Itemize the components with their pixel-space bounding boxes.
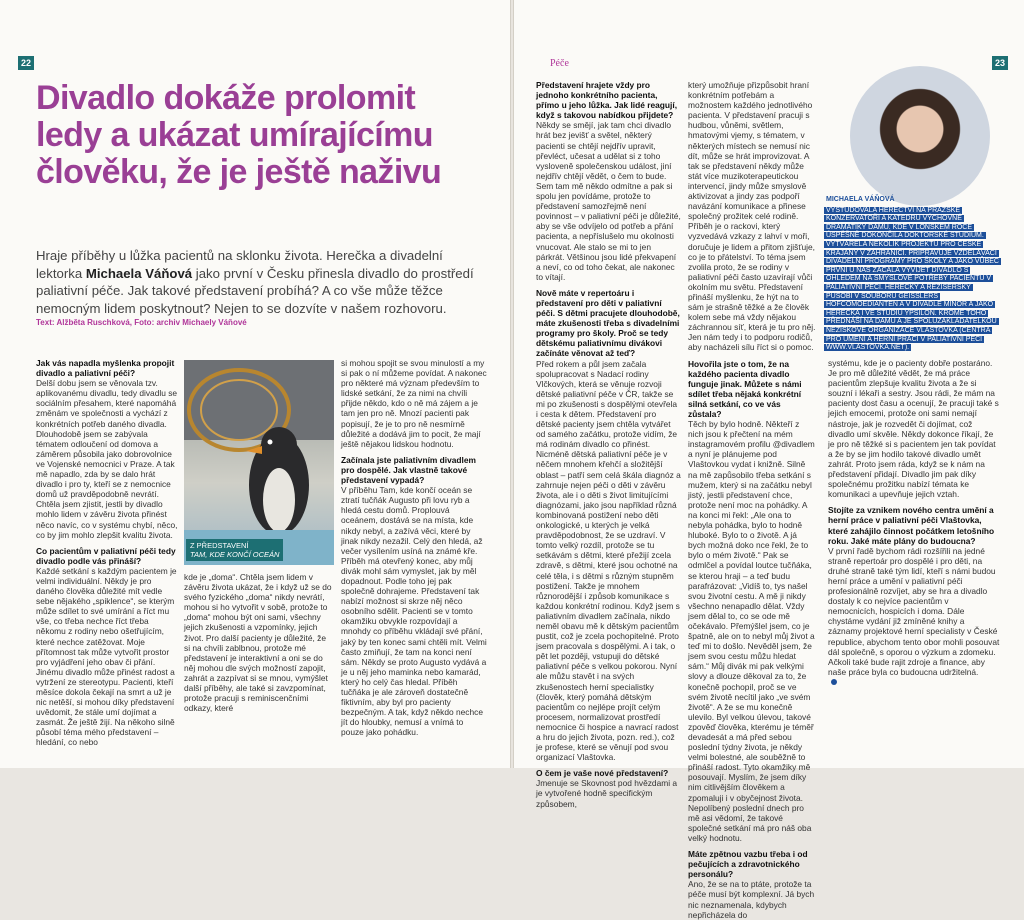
question: Jak vás napadla myšlenka propojit divadlo a paliativní péči? [36, 358, 175, 379]
answer: si mohou spojit se svou minulostí a my si pak o ní můžeme povídat. A nakonec pro některé má význam především to lidské setkání, že za nimi na chvíli přijde někdo, kdo o ně má zájem a je tam jen pro ně. Mnozí pacienti pak popisují, že je to pro ně nesmírně důležité a dodává jim to pocit, že mají ještě nějakou lidskou hodnotu. [341, 358, 487, 449]
interviewee-bio [824, 196, 999, 353]
left-column-3 [341, 358, 487, 737]
question: O čem je vaše nové představení? [536, 768, 669, 779]
article-title: Divadlo dokáže prolomit ledy a ukázat umírajícímu člověku, že je ještě naživu [36, 79, 442, 191]
question: Hovořila jste o tom, že na každého pacienta divadlo funguje jinak. Můžete s námi sdílet třeba nějaká konkrétní silná setkání, co ve vás zůstala? [688, 358, 802, 419]
answer: Jmenuje se Skovnost pod hvězdami a je vytvořené hodně specifickým způsobem, [536, 778, 678, 809]
answer: Před rokem a půl jsem začala spolupracovat s Nadací rodiny Vlčkových, která se věnuje rozvoji dětské paliativní péče v ČR, takže se mi po zkušenosti s dospělými otevřela i cesta k dětem. Představení pro dětské pacienty jsem chtěla vytvářet od samého začátku, protože vidím, že má rodinám divadlo co přinést. Nicméně dětská paliativní péče je v něčem mnohem křehčí a složitější oblast – patří sem celá škála diagnóz a zahrnuje nejen péči o děti v závěru života, ale i o děti s život limitujícími diagnózami, jako jsou například různá kombinovaná postižení nebo děti onkologické, u kterých je velká pravděpodobnost, že se uzdraví. V tomto velký rozdíl, protože se tu setkávám s dětmi, které přežijí zcela zdravě, s dětmi, které jsou ochotné na celé těla, i s dětmi s různým stupněm postižení. Takže je mnohem různorodější i způsob komunikace s každou konkrétní rodinou. Když jsem s paliativním divadlem začínala, nikdo neměl obavu mě k dětským pacientům pustit, což je zcela pochopitelné. Proto jsem pracovala s dospělými. A i tak, o pět let později, vstupuji do dětské paliativní péče s velkou pokorou. Nyní ale můžu stavět i na svých zkušenostech herní specialistky (člověk, který pomáhá dětským pacientům co nejlépe projít celým procesem, normalizovat prostředí nemocnice či hospice a navrací radost a hru do jejich života, pozn. red.), což je profese, které se věnují pod svou organizací Vlaštovka. [536, 358, 681, 763]
performance-photo [184, 360, 334, 565]
answer: Ano, že se na to ptáte, protože ta péče musí být komplexní. Já bych nic neznamenala, kdybych nepřicházela do [688, 879, 815, 920]
section-label: Péče [550, 58, 569, 69]
penguin-puppet-illustration [184, 360, 334, 565]
article-credit: Text: Alžběta Ruschková, Foto: archiv Michaely Váňové [36, 318, 247, 327]
right-column-2 [688, 80, 816, 920]
answer: kde je „doma“. Chtěla jsem lidem v závěru života ukázat, že i když už se do svého fyzického „doma“ nikdy nevrátí, mohou si ho vytvořit v sobě, protože to „doma“ mohou být oni sami, všechny jejich zkušenosti a vzpomínky, jejich život. Pro další pacienty je důležité, že si na chvíli zablbnou, protože mé představení je interaktivní a oni se do něj mohou dle svých možností zapojit, zahrát a zazpívat si se mnou, vymýšlet další příběhy, ale také si zavzpomínat, protože pracuji s reminiscenčními odkazy, které [184, 572, 332, 714]
question: Nově máte v repertoáru i představení pro děti v paliativní péči. S dětmi pracujete dlouhodobě, máte zkušenosti třeba s divadelními programy pro školy. Proč se tedy dětskému paliativnímu divákovi začínáte věnovat až teď? [536, 287, 680, 359]
answer: Těch by bylo hodně. Někteří z nich jsou k přečtení na mém instagramovém profilu @divadlem a nyní je plánujeme pod Vlaštovkou vydat i knižně. Silně na mě zapůsobilo třeba setkání s mužem, který si na začátku nebyl jistý, jestli představení chce, protože není moc na pohádky. A na konci mi řekl: „Ale ona to nebyla pohádka, bylo to hodně hluboké. Bylo to o životě. A já bych možná doko nce řekl, že to bylo o mém životě.“ Pak se odmlčel a povídal loutce tučňáka, se kterou hraji – a teď budu parafrázovat: „Vidíš to, tys našel svou životní cestu. A mě ji nikdy všechno nenapadlo dělat. Vždy jsem dělal to, co se ode mě očekávalo. Přemýšlel jsem, co je špatně, ale on to nebyl můj život a teď mi to došlo. Nevěděl jsem, že jsem svou cestu můžu hledat sám.“ Můj divák mi pak velkými slovy a dlouze děkoval za to, že konečně pochopil, proč se ve svém životě necítil jako „ve svém životě“. A že se mu konečně ulevilo. Byl velkou úlevou, takové zpověď člověka, kterému je téměř devadesát a má před sebou poslední týdny života, je někdy velmi bolestné, ale souběžně to přináší radost. Tyto okamžiky mě posouvají. Myslím, že jsem díky nim citlivějším člověkem a zpomaluji i v obyčejnost života. Nepolíbený poslední dnech pro mě asi vědomí, že takové společné setkání má pro náš oba velký hodnotu. [688, 419, 815, 843]
question: Máte zpětnou vazbu třeba i od pečujících a zdravotnického personálu? [688, 849, 808, 880]
answer: Každé setkání s každým pacientem je velmi individuální. Někdy je pro daného člověka důležité mít vedle sebe nějakého „spiklence“, se kterým může sdílet to své umírání a říct mu vše, co třeba nechce říct třeba někomu z rodiny nebo ošetřujícím, které nechce zatěžovat. Moje přítomnost tak může vytvořit prostor pro vyjádření jeho obav či přání. Jinému divadlo může přinést radost a vytržení ze stereotypu. Pacienti, kteří měsíce dokola čekají na smrt a už je nic netěší, si mohou díky představení uvědomit, že stále umí dojímat a zasmát. Že ještě žijí. Na někoho silně působí téma mého představení – hledání, co nebo [36, 565, 177, 748]
question: Co pacientům v paliativní péči tedy divadlo podle vás přináší? [36, 545, 176, 566]
left-column-1 [36, 358, 178, 748]
question: Stojíte za vznikem nového centra umění a herní práce v paliativní péči Vlaštovka, které zahájilo činnost počátkem letošního roku. Jaké máte plány do budoucna? [828, 505, 995, 546]
answer: který umožňuje přizpůsobit hraní konkrétním potřebám a možnostem každého jednotlivého pacienta. V představení pracuji s hudbou, vůněmi, světlem, hmatovými vjemy, s tématem, v některých místech se nemusí nic dít, může se hrát improvizovat. A tak se představení někdy může stát více muzikoterapeutickou intervencí, jindy může smyslově aktivizovat a jindy zas podpoří navázání komunikace a přinese společný prožitek celé rodině. Příběh je o rackovi, který vyzvedává vzkazy z lahví v moři, doručuje je lidem a přitom zjišťuje, co je to přátelství. To téma jsem zvolila proto, že se rodiny v paliativní péči často uzavírají vůči okolním mu světu. Představení přináší myšlenku, že hýt na to sám je strašně těžké a že člověk kolem sebe má vždy nějakou záchrannou síť, která je tu pro něj. Jen nám tedy i to podporu rodičů, aby nacházeli sílu říct si o pomoc. [688, 80, 816, 353]
left-column-2 [184, 572, 334, 713]
answer: Někdy se smějí, jak tam chci divadlo hrát bez jevišť a světel, některý pacienti se chtějí nejdřív upravit, převléct, učesat a udělat si z toho vysloveně společenskou událost, jiní nejdřív chtějí vědět, o čem to bude. Sem tam mě někdo odmítne a pak si spolu jen povídáme, protože to představení samozřejmě není povinnost – v paliativní péči je důležité, aby se vše odvíjelo od potřeb a přání pacienta, a nepříslušelo mu okolnosti vnucovat. Ale stalo se mi to jen párkrát. Většinou jsou lidé překvapení a neví, co od toho čekat, ale nakonec to vítají. [536, 120, 681, 282]
right-page [514, 0, 1024, 920]
question: Začínala jste paliativním divadlem pro dospělé. Jak vlastně takové představení vypadá? [341, 454, 476, 486]
answer: V první řadě bychom rádi rozšířili na jedné straně repertoár pro dospělé i pro děti, na druhé straně také tým lidí, kteří s námi budou herní práce a umění v paliativní péči profesionálně rozvíjet, aby se hra a divadlo dostaly k co nejvíce pacientům v nemocnicích, hospicích i doma. Dále chystáme vydání již zmíněné knihy a záznamy projektové herní specialisty v České republice, abychom tento obor mohli posouvat dál společně, s oporou o výzkum a zdomeku. Ačkoli také bude rajit zdroje a finance, aby naše práce byla co budoucna udržitelná. [828, 545, 1000, 677]
answer: V příběhu Tam, kde končí oceán se ztratí tučňák Augusto při lovu ryb a hledá cestu domů. Proplouvá oceánem, dostává se na místa, kde nikdy nebyl, a zažívá věci, které by jinak nikdy nezažil. Celý den hledá, až večer vysílením usíná na známé kře. Příběh má otevřený konec, aby můj divák mohl sám vymyslet, jak by měl dopadnout. Podle toho jej pak společně dohrajeme. Představení tak nabízí možnost si skrze něj něco osobního sdělit. Pacienti se v tomto okamžiku obvykle rozpovídají a mnohdy co příběhu vkládají své přání, jaký by ten konec sami chtěli mít. Velmi často zmiňují, že tam na konci není sám. Někdy se proto Augusto vydává a je u něj jeho maminka nebo kamarád, který ho celý čas hledal. Příběh tučňáka je ale zároveň dostatečně fiktivním, aby byl pro pacienty bezpečným. A tak, když někdo nechce jít do hloubky, nemusí a vnímá to pouze jako pohádku. [341, 485, 487, 738]
bio-name: MICHAELA VÁŇOVÁ [826, 196, 895, 203]
photo-caption: Z PŘEDSTAVENÍ TAM, KDE KONČÍ OCEÁN [186, 539, 283, 561]
question: Představení hrajete vždy pro jednoho konkrétního pacienta, přímo u jeho lůžka. Jak lidé reagují, když s takovou nabídkou přijdete? [536, 80, 678, 121]
answer: systému, kde je o pacienty dobře postaráno. Je pro mě důležité vědět, že má práce pacientům zlepšuje kvalitu života a že si souzní i lékaři a sestry. Jsou rádi, že mám na pacienty dost času a ocenují, že pracuji také s jejich emocemi, protože oni sami nemají nástroje, jak je rozvedět či dojímat, což divadlo umí skvěle. Někdy dokonce říkají, že je pro ně těžké si s pacientem jen tak povídat a že by se jim hodilo takové divadlo umět zahrát. Proto jsem ráda, když se k nám na představení přidají. Divadlo jim pak díky společnému prožitku nabízí témata ke komunikaci a upevňuje jejich vztah. [828, 358, 999, 500]
bio-text: VYSTUDOVALA HERECTVÍ NA PRAŽSKÉ KONZERVATOŘI A KATEDRU VÝCHOVNÉ DRAMATIKY DAMU. KDE V LOŇSKÉM ROCE ÚSPĚŠNĚ DOKONČILA DOKTORSKÉ STUDIUM. VYTVÁŘELA NĚKOLIK PROJEKTŮ PRO ČESKÉ KRAJANY V ZAHRANIČÍ. PŘIPRAVUJE VZDĚLÁVACÍ DIVADELNÍ PROGRAMY PRO ŠKOLY A JAKO VŮBEC PRVNÍ U NÁS ZAČALA VYVÍJET DIVADLO S OHLEDEM NA SMYSLOVÉ POTŘEBY PACIENTŮ V PALIATIVNÍ PÉČI. HERECKÝ A REŽISÉRSKÝ PŮSOBÍ V SOUBORU GEISSLERS HOFCOMOEDIANTEN A V DIVADLE MINOR A JAKO HEREČKA I VE STUDIU YPSILON. KROMĚ TOHO PŘEDNÁŠÍ NA DAMU A JE SPOLUZAKLADATELKOU NEZISKOVÉ ORGANIZACE VLAŠTOVKA (CENTRA PRO UMĚNÍ A HERNÍ PRÁCI V PALIATIVNÍ PÉČI WWW.VLASTOVKA.NET). [826, 206, 999, 352]
interviewee-portrait [850, 66, 990, 206]
page-number-right: 23 [992, 56, 1008, 70]
right-column-3 [828, 358, 1000, 687]
page-number-left: 22 [18, 56, 34, 70]
left-page [0, 0, 510, 768]
article-lead: Hraje příběhy u lůžka pacientů na sklonku života. Herečka a divadelní lektorka Michaela Váňová jako první v Česku přinesla divadlo do prostředí paliativní péče. Jak takové představení probíhá? A co vše může těžce nemocným lidem poskytnout? Nejen to se dozvíte v našem rozhovoru. [36, 248, 474, 316]
article-end-mark [831, 679, 837, 685]
right-column-1 [536, 80, 681, 809]
interviewee-name: Michaela Váňová [85, 265, 193, 281]
answer: Delší dobu jsem se věnovala tzv. aplikovanému divadlu, tedy divadlu se sociálním přesahem, které napomáhá změnám ve společnosti a vychází z konkrétních potřeb daného divadla. Dlouhodobě jsem se zabývala tématem odloučení od domova a záměrem působila jako dobrovolnice ve Vojenské nemocnici v Praze. A tak mě napadlo, zda by se dalo hrát divadlo i pro ty, kteří se z nemocnice domů už pravděpodobně nevrátí. Chtěla jsem zjistit, jestli by divadlo mohlo lidem v závěru života přinést něco navíc, co v systému chybí, něco, co by jim mohlo zlepšit kvalitu života. [36, 378, 178, 540]
